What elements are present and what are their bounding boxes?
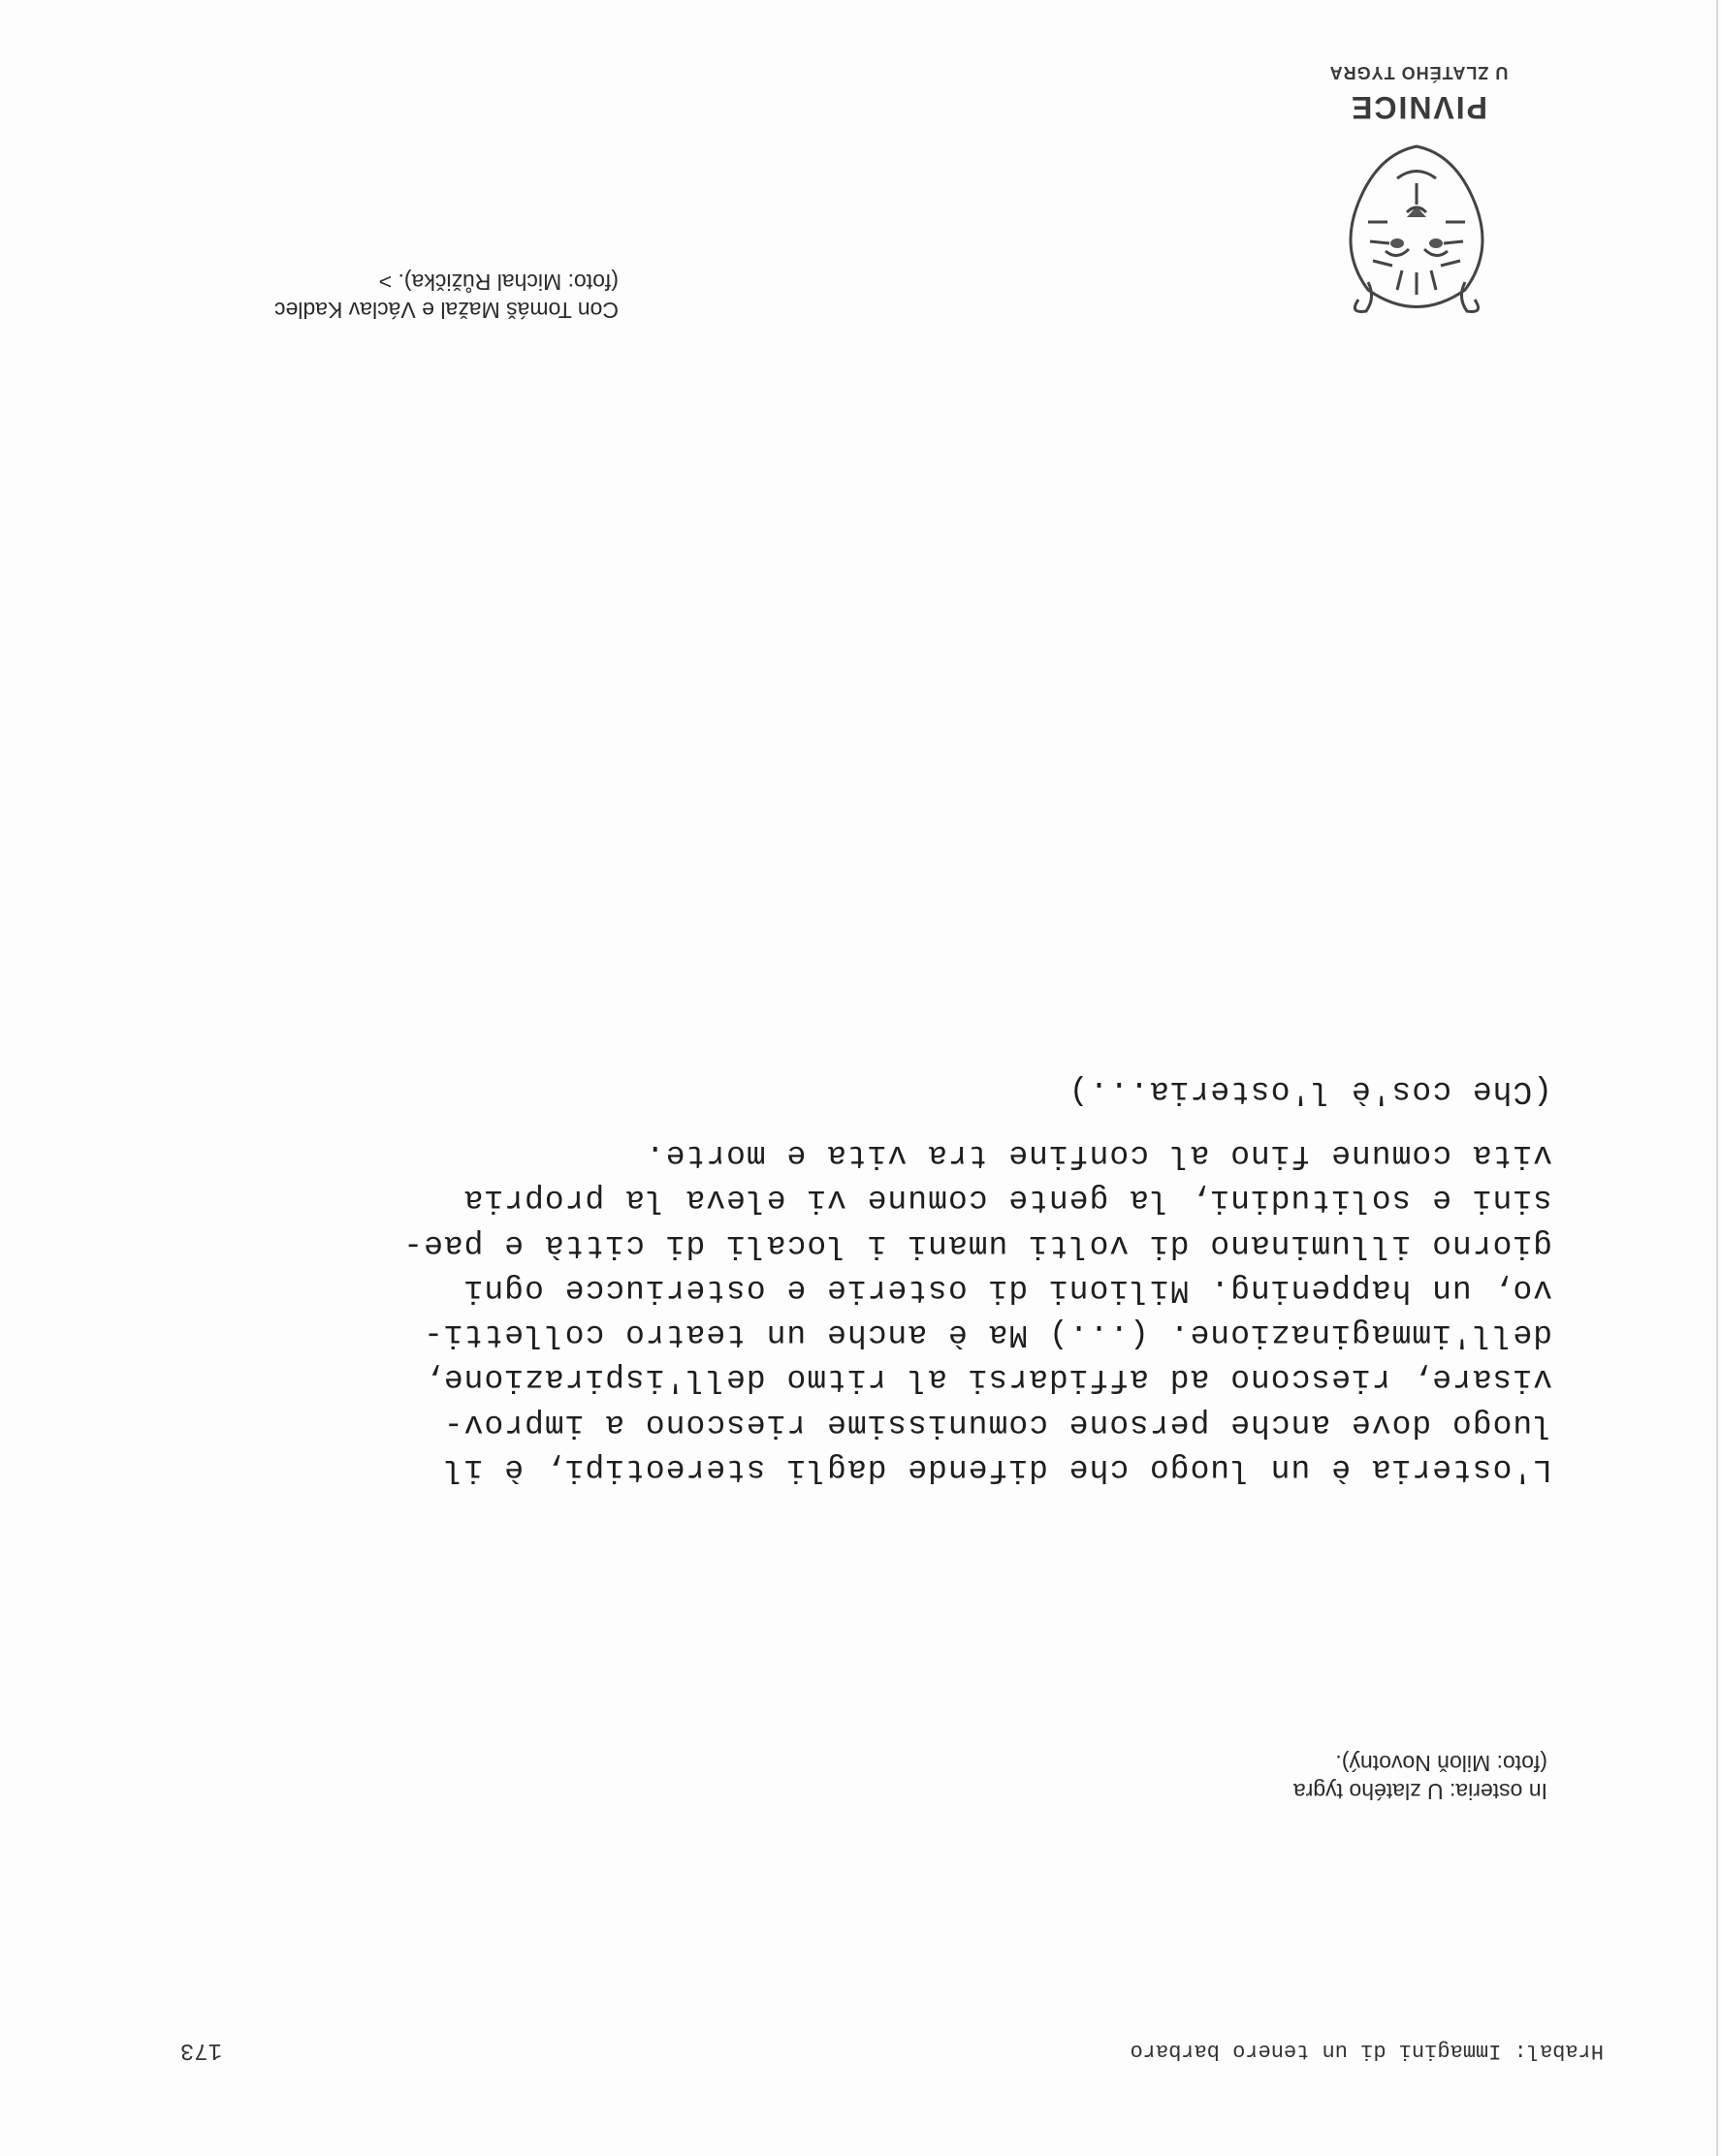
text-line: luogo dove anche persone comunissime riescono a improv-	[442, 1406, 1552, 1443]
pivnice-logo	[1302, 38, 1535, 319]
quotation-paragraph	[146, 1132, 1552, 1491]
page-number: 173	[179, 2037, 222, 2063]
text-line: L'osteria è un luogo che difende dagli stereotipi, è il	[442, 1451, 1552, 1487]
text-line: giorno illuminano di volti umani i locali di città e pae-	[402, 1226, 1552, 1263]
caption-line: (foto: Miloň Novotný).	[1335, 1751, 1547, 1776]
text-line: dell'immaginazione. (...) Ma è anche un teatro colletti-	[423, 1316, 1552, 1353]
quotation-block	[146, 1068, 1552, 1491]
text-line: visare, riescono ad affidarsi al ritmo dell'ispirazione,	[423, 1361, 1552, 1398]
page-edge	[1716, 0, 1718, 2156]
text-line: sini e solitudini, la gente comune vi eleva la propria	[462, 1182, 1552, 1219]
running-header	[0, 2030, 1721, 2156]
caption-line: (foto: Michal Růžička). >	[378, 270, 619, 295]
photo-caption-osteria	[1293, 1749, 1547, 1805]
caption-line: In osteria: U zlatého tygra	[1292, 1779, 1547, 1804]
text-line: vo, un happening. Milioni di osterie e osteriucce ogni	[462, 1271, 1552, 1308]
running-title: Hrabal: Immagini di un tenero barbaro	[1130, 2039, 1604, 2063]
text-line: vita comune fino al confine tra vita e morte.	[644, 1136, 1552, 1173]
logo-subtitle: U ZLATÉHO TYGRA	[1328, 63, 1509, 82]
logo-name: PIVNICE	[1349, 90, 1488, 125]
photo-caption-kadlec	[274, 268, 619, 324]
caption-line: Con Tomáš Mažal e Václav Kadlec	[274, 298, 619, 323]
tiger-head-icon	[1339, 140, 1494, 319]
quotation-source: (Che cos'è l'osteria...)	[1068, 1072, 1552, 1109]
